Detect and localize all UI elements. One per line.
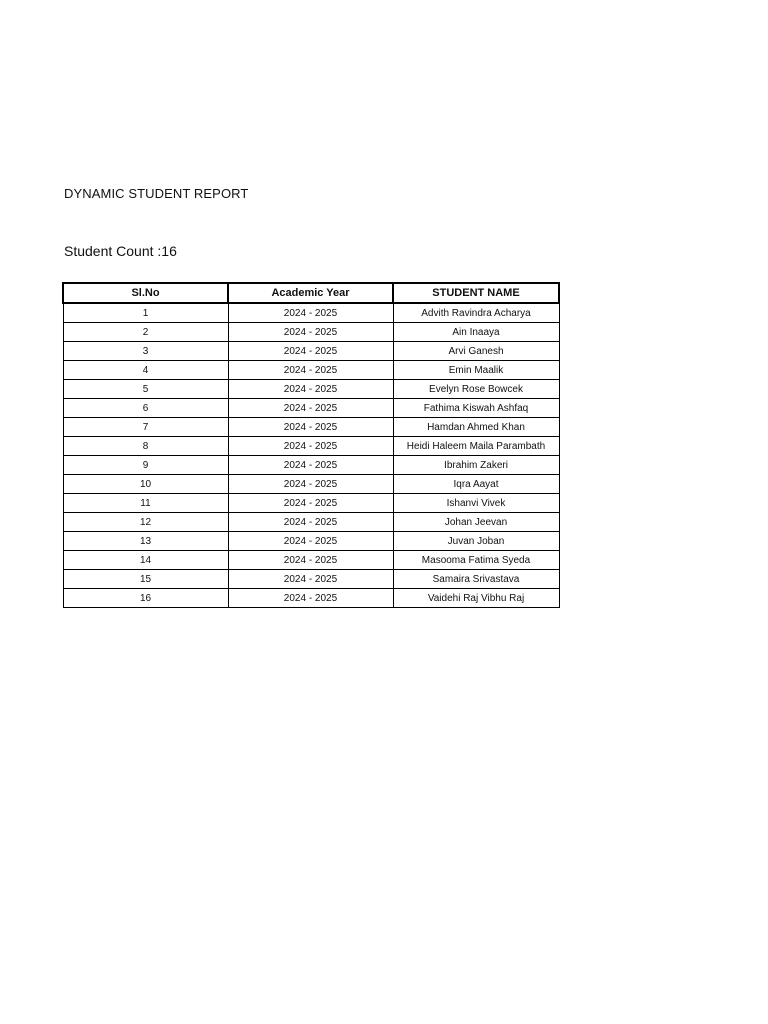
cell-student-name: Samaira Srivastava xyxy=(393,570,559,589)
cell-sl-no: 7 xyxy=(63,418,228,437)
table-row xyxy=(63,589,559,608)
cell-sl-no: 2 xyxy=(63,323,228,342)
table-body xyxy=(63,303,559,608)
table-row xyxy=(63,475,559,494)
cell-sl-no: 5 xyxy=(63,380,228,399)
table-row xyxy=(63,513,559,532)
table-row xyxy=(63,380,559,399)
table-row xyxy=(63,342,559,361)
report-title: DYNAMIC STUDENT REPORT xyxy=(64,186,249,201)
cell-student-name: Ishanvi Vivek xyxy=(393,494,559,513)
cell-academic-year: 2024 - 2025 xyxy=(228,361,393,380)
table-row xyxy=(63,418,559,437)
table-row xyxy=(63,399,559,418)
cell-student-name: Johan Jeevan xyxy=(393,513,559,532)
table-row xyxy=(63,361,559,380)
cell-sl-no: 11 xyxy=(63,494,228,513)
cell-academic-year: 2024 - 2025 xyxy=(228,418,393,437)
cell-student-name: Ain Inaaya xyxy=(393,323,559,342)
cell-sl-no: 6 xyxy=(63,399,228,418)
cell-student-name: Advith Ravindra Acharya xyxy=(393,303,559,323)
cell-academic-year: 2024 - 2025 xyxy=(228,323,393,342)
cell-student-name: Vaidehi Raj Vibhu Raj xyxy=(393,589,559,608)
table-row xyxy=(63,494,559,513)
student-table xyxy=(62,282,560,608)
cell-student-name: Heidi Haleem Maila Parambath xyxy=(393,437,559,456)
cell-academic-year: 2024 - 2025 xyxy=(228,342,393,361)
cell-sl-no: 1 xyxy=(63,303,228,323)
table-row xyxy=(63,570,559,589)
cell-sl-no: 12 xyxy=(63,513,228,532)
cell-academic-year: 2024 - 2025 xyxy=(228,513,393,532)
cell-student-name: Juvan Joban xyxy=(393,532,559,551)
cell-academic-year: 2024 - 2025 xyxy=(228,380,393,399)
cell-academic-year: 2024 - 2025 xyxy=(228,570,393,589)
student-count: Student Count :16 xyxy=(64,243,177,259)
cell-student-name: Emin Maalik xyxy=(393,361,559,380)
table-row xyxy=(63,303,559,323)
cell-academic-year: 2024 - 2025 xyxy=(228,532,393,551)
cell-sl-no: 15 xyxy=(63,570,228,589)
table-row xyxy=(63,551,559,570)
cell-sl-no: 9 xyxy=(63,456,228,475)
table-header-row xyxy=(63,283,559,303)
cell-student-name: Evelyn Rose Bowcek xyxy=(393,380,559,399)
cell-sl-no: 14 xyxy=(63,551,228,570)
cell-sl-no: 8 xyxy=(63,437,228,456)
cell-sl-no: 16 xyxy=(63,589,228,608)
table-row xyxy=(63,437,559,456)
table-row xyxy=(63,456,559,475)
cell-student-name: Arvi Ganesh xyxy=(393,342,559,361)
cell-academic-year: 2024 - 2025 xyxy=(228,475,393,494)
table-row xyxy=(63,323,559,342)
cell-student-name: Iqra Aayat xyxy=(393,475,559,494)
cell-student-name: Fathima Kiswah Ashfaq xyxy=(393,399,559,418)
cell-student-name: Masooma Fatima Syeda xyxy=(393,551,559,570)
cell-sl-no: 3 xyxy=(63,342,228,361)
cell-sl-no: 10 xyxy=(63,475,228,494)
cell-sl-no: 13 xyxy=(63,532,228,551)
cell-academic-year: 2024 - 2025 xyxy=(228,399,393,418)
column-header-academic-year: Academic Year xyxy=(228,283,393,303)
cell-academic-year: 2024 - 2025 xyxy=(228,551,393,570)
cell-academic-year: 2024 - 2025 xyxy=(228,494,393,513)
cell-academic-year: 2024 - 2025 xyxy=(228,456,393,475)
column-header-student-name: STUDENT NAME xyxy=(393,283,559,303)
cell-academic-year: 2024 - 2025 xyxy=(228,437,393,456)
cell-student-name: Ibrahim Zakeri xyxy=(393,456,559,475)
table-row xyxy=(63,532,559,551)
cell-academic-year: 2024 - 2025 xyxy=(228,303,393,323)
cell-academic-year: 2024 - 2025 xyxy=(228,589,393,608)
cell-sl-no: 4 xyxy=(63,361,228,380)
column-header-sl-no: Sl.No xyxy=(63,283,228,303)
cell-student-name: Hamdan Ahmed Khan xyxy=(393,418,559,437)
